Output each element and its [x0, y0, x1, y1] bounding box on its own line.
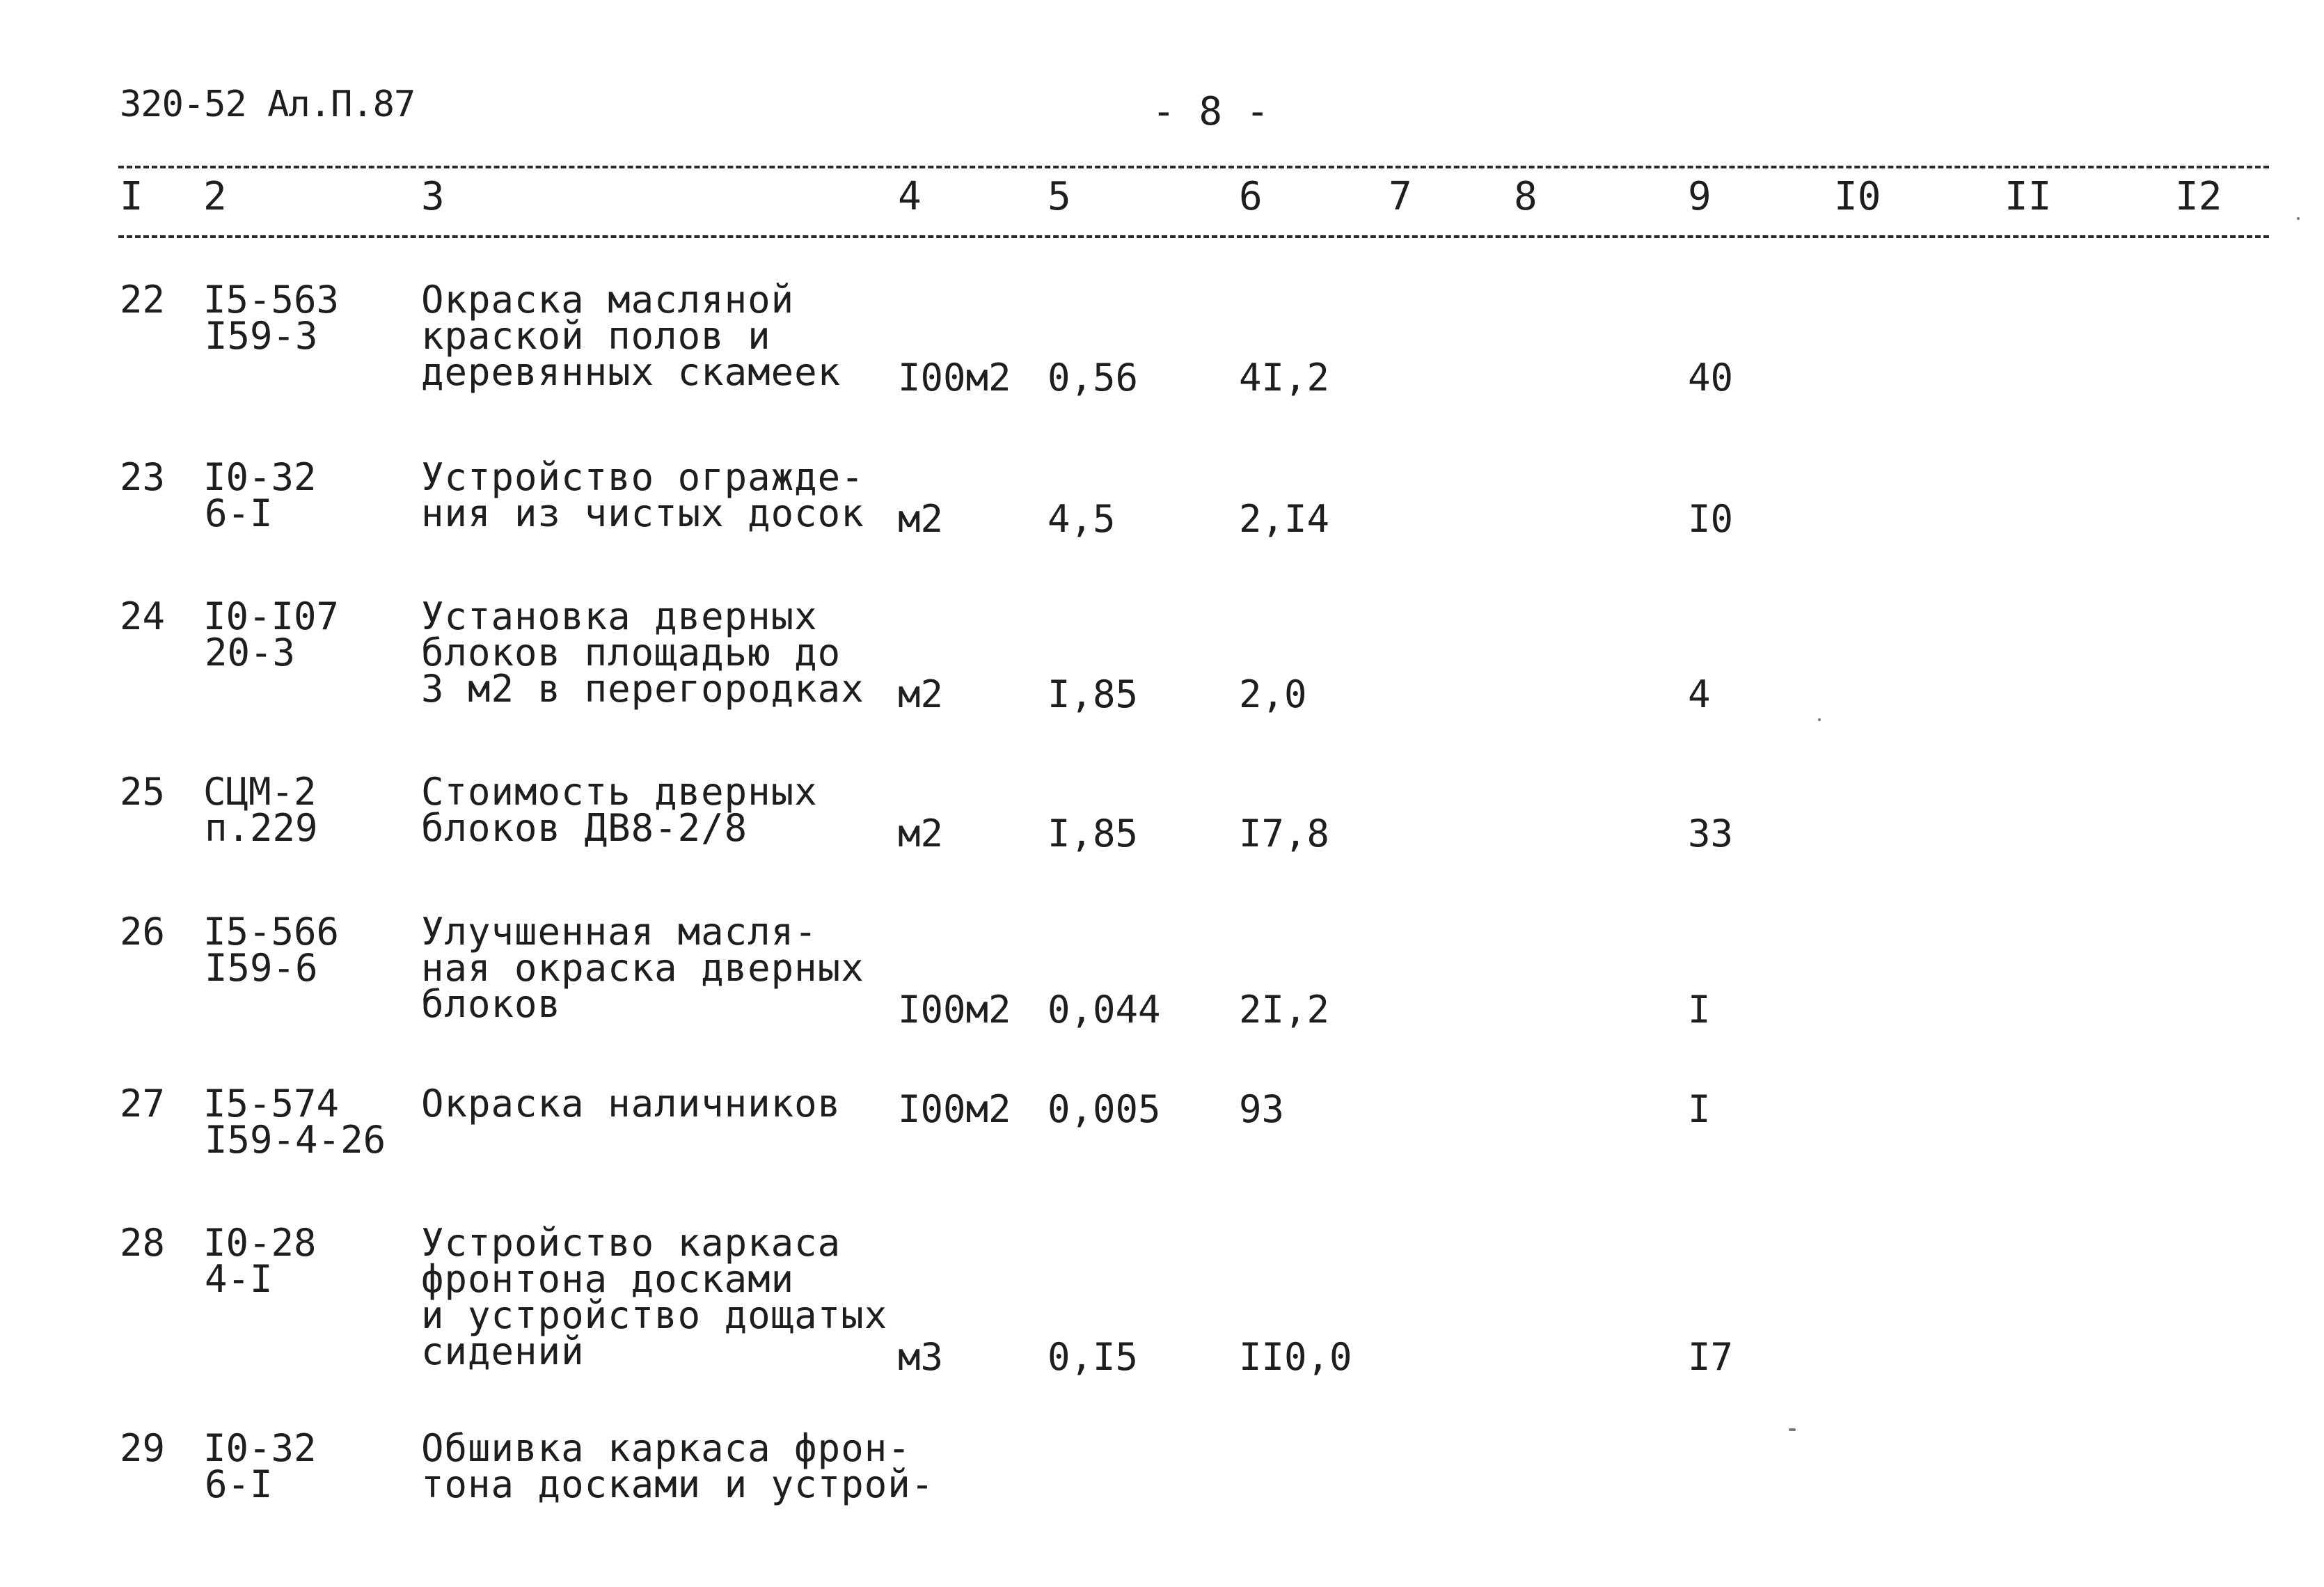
quantity: 0,044 [1048, 988, 1161, 1032]
column-header-5: 5 [1048, 174, 1071, 219]
column-header-9: 9 [1688, 174, 1712, 219]
work-description: Устройство огражде- [421, 455, 864, 499]
norm-code: I0-I07 [203, 594, 340, 638]
total-cost: 33 [1688, 812, 1734, 855]
row-number: 23 [120, 455, 166, 499]
column-header-7: 7 [1389, 174, 1412, 219]
work-description: тона досками и устрой- [421, 1462, 935, 1506]
total-cost: I0 [1688, 497, 1734, 541]
quantity: 0,I5 [1048, 1335, 1139, 1379]
norm-code: СЦМ-2 [203, 770, 317, 814]
row-number: 27 [120, 1082, 166, 1126]
unit-cost: II0,0 [1239, 1335, 1352, 1379]
column-header-2: 2 [203, 174, 227, 219]
work-description: Стоимость дверных [421, 770, 818, 814]
unit-of-measure: I00м2 [898, 988, 1011, 1032]
column-header-12: I2 [2175, 174, 2222, 219]
row-number: 28 [120, 1221, 166, 1265]
unit-cost: I7,8 [1239, 812, 1330, 855]
norm-code: I0-28 [203, 1221, 317, 1265]
work-description: 3 м2 в перегородках [421, 667, 864, 711]
row-number: 24 [120, 594, 166, 638]
unit-cost: 2,I4 [1239, 497, 1330, 541]
header-rule-bottom [118, 235, 2269, 238]
norm-code: I59-3 [205, 314, 318, 358]
work-description: Обшивка каркаса фрон- [421, 1426, 911, 1470]
work-description: и устройство дощатых [421, 1293, 888, 1337]
work-description: Окраска наличников [421, 1082, 841, 1126]
column-header-4: 4 [898, 174, 922, 219]
work-description: блоков ДВ8-2/8 [421, 806, 748, 850]
norm-code: 6-I [205, 1462, 273, 1506]
work-description: Окраска масляной [421, 278, 795, 322]
row-number: 26 [120, 910, 166, 954]
unit-cost: 2,0 [1239, 672, 1307, 716]
unit-of-measure: I00м2 [898, 1087, 1011, 1131]
work-description: краской полов и [421, 314, 771, 358]
work-description: ния из чистых досок [421, 491, 864, 535]
work-description: Улучшенная масля- [421, 910, 818, 954]
work-description: деревянных скамеек [421, 350, 841, 394]
row-number: 29 [120, 1426, 166, 1470]
unit-of-measure: м2 [898, 497, 944, 541]
work-description: блоков площадью до [421, 631, 841, 674]
norm-code: I5-563 [203, 278, 340, 322]
scan-speck [1789, 1428, 1796, 1431]
norm-code: I5-574 [203, 1082, 340, 1126]
quantity: 4,5 [1048, 497, 1116, 541]
unit-of-measure: I00м2 [898, 356, 1011, 400]
page-number: - 8 - [1152, 89, 1270, 134]
work-description: ная окраска дверных [421, 946, 864, 990]
quantity: 0,005 [1048, 1087, 1161, 1131]
unit-of-measure: м3 [898, 1335, 944, 1379]
total-cost: I [1688, 988, 1711, 1032]
column-header-8: 8 [1514, 174, 1538, 219]
scan-speck [1818, 718, 1821, 721]
quantity: I,85 [1048, 672, 1139, 716]
unit-cost: 4I,2 [1239, 356, 1330, 400]
column-header-6: 6 [1239, 174, 1263, 219]
total-cost: I7 [1688, 1335, 1734, 1379]
scan-speck [2297, 217, 2300, 220]
norm-code: 6-I [205, 491, 273, 535]
quantity: 0,56 [1048, 356, 1139, 400]
column-header-1: I [120, 174, 143, 219]
column-header-10: I0 [1834, 174, 1881, 219]
norm-code: 20-3 [205, 631, 296, 674]
norm-code: I5-566 [203, 910, 340, 954]
norm-code: I0-32 [203, 1426, 317, 1470]
norm-code: I59-4-26 [205, 1118, 386, 1162]
unit-cost: 2I,2 [1239, 988, 1330, 1032]
norm-code: I0-32 [203, 455, 317, 499]
unit-cost: 93 [1239, 1087, 1285, 1131]
work-description: Установка дверных [421, 594, 818, 638]
norm-code: I59-6 [205, 946, 318, 990]
work-description: фронтона досками [421, 1257, 795, 1301]
total-cost: 4 [1688, 672, 1711, 716]
row-number: 22 [120, 278, 166, 322]
row-number: 25 [120, 770, 166, 814]
column-header-3: 3 [421, 174, 445, 219]
quantity: I,85 [1048, 812, 1139, 855]
column-header-11: II [2005, 174, 2052, 219]
norm-code: п.229 [205, 806, 318, 850]
unit-of-measure: м2 [898, 812, 944, 855]
work-description: Устройство каркаса [421, 1221, 841, 1265]
work-description: блоков [421, 982, 562, 1026]
work-description: сидений [421, 1329, 585, 1373]
document-header: 320-52 Ал.П.87 [120, 84, 416, 125]
unit-of-measure: м2 [898, 672, 944, 716]
total-cost: 40 [1688, 356, 1734, 400]
norm-code: 4-I [205, 1257, 273, 1301]
header-rule-top [118, 166, 2269, 168]
total-cost: I [1688, 1087, 1711, 1131]
